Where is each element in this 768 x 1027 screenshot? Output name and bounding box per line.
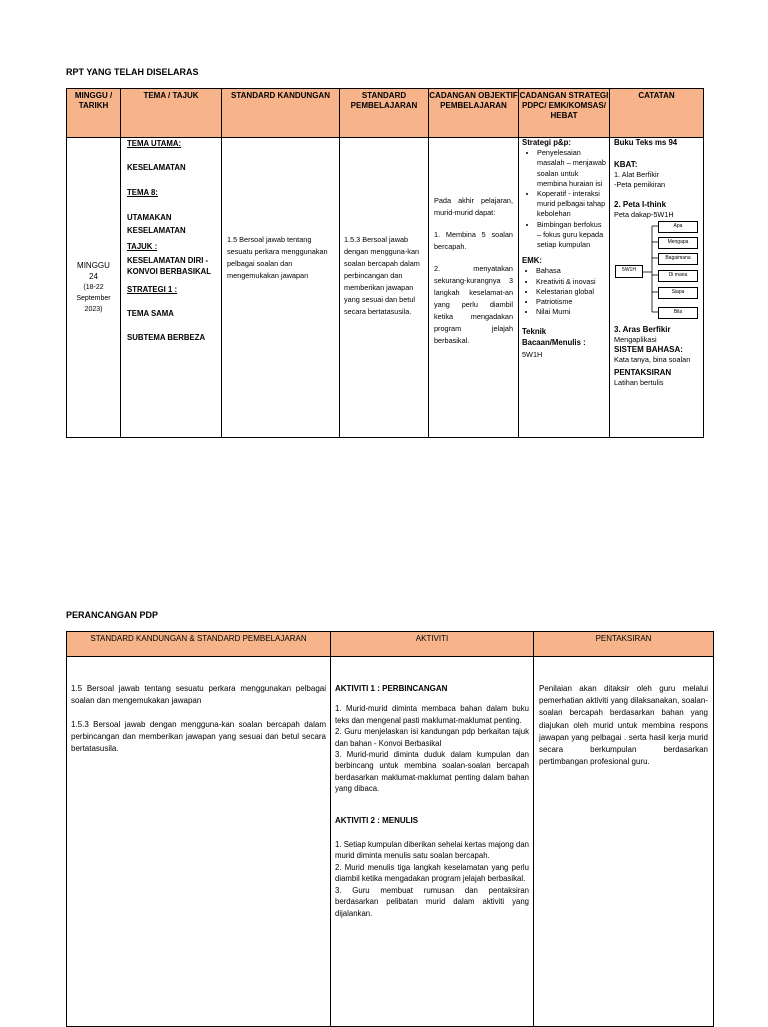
list-item: • Patriotisme	[536, 297, 606, 307]
sk-text: 1.5 Bersoal jawab tentang sesuatu perkara menggunakan pelbagai soalan dan mengemukakan jawapan	[71, 684, 326, 705]
mind-map	[614, 220, 700, 322]
week-date: (18-22 September 2023)	[76, 284, 111, 313]
standard-pembelajaran-text: 1.5.3 Bersoal jawab dengan mengguna-kan soalan bercapah dalam perbincangan dan memberikan jawapan yang sesuai dan betul secara bertatasusila.	[344, 235, 420, 316]
tema8-label: TEMA 8:	[127, 188, 158, 197]
emk-list	[522, 266, 606, 317]
peta-label: 2. Peta I-think	[614, 200, 667, 209]
kbat-line-1: 1. Alat Berfikir	[614, 170, 660, 179]
aras-value: Mengaplikasi	[614, 335, 657, 344]
header-strategi: CADANGAN STRATEGI PDPC/ EMK/KOMSAS/ HEBAT	[519, 89, 610, 138]
cell-aktiviti	[331, 657, 534, 1027]
mind-branch: Mengapa	[658, 237, 698, 249]
tajuk-value: KESELAMATAN DIRI - KONVOI BERBASIKAL	[127, 256, 212, 276]
header-minggu: MINGGU / TARIKH	[67, 89, 121, 138]
objektif-intro: Pada akhir pelajaran, murid-murid dapat:	[434, 196, 513, 217]
section2-title: PERANCANGAN PDP	[66, 610, 159, 620]
aras-label: 3. Aras Berfikir	[614, 325, 671, 334]
sistem-bahasa-value: Kata tanya, bina soalan	[614, 355, 691, 364]
tajuk-label: TAJUK :	[127, 242, 158, 251]
strategi-list	[522, 148, 606, 250]
list-item: • Koperatif - interaksi murid pelbagai tahap kebolehan	[537, 189, 606, 220]
list-item: • Kelestarian global	[536, 287, 606, 297]
list-item: • Penyelesaian masalah – menjawab soalan untuk membina huraian isi	[537, 148, 606, 189]
header-tema: TEMA / TAJUK	[121, 89, 222, 138]
aktiviti2-item: 2. Murid menulis tiga langkah keselamatan yang perlu diambil ketika mengadakan program jelajah berbasikal.	[335, 862, 529, 884]
objektif-item-1: 1. Membina 5 soalan bercapah.	[434, 230, 513, 251]
tema-utama-label: TEMA UTAMA:	[127, 139, 182, 148]
cell-minggu	[67, 138, 121, 438]
mind-center: 5W1H	[615, 265, 643, 278]
aktiviti1-item: 1. Murid-murid diminta membaca bahan dalam buku teks dan mengenal pasti maklumat-maklumat penting.	[335, 704, 529, 725]
list-item: • Bahasa	[536, 266, 606, 276]
kbat-line-2: -Peta pemikiran	[614, 180, 666, 189]
list-item: • Nilai Murni	[536, 307, 606, 317]
aktiviti1-item: 2. Guru menjelaskan isi kandungan pdp berkaitan tajuk dan bahan - Konvoi Berbasikal	[335, 727, 529, 748]
doc-title: RPT YANG TELAH DISELARAS	[66, 67, 199, 77]
strategi-value: TEMA SAMA	[127, 309, 174, 318]
strategi-label: STRATEGI 1 :	[127, 285, 178, 294]
sp-text: 1.5.3 Bersoal jawab dengan mengguna-kan soalan bercapah dalam perbincangan dan memberikan jawapan yang sesuai dan betul secara bertatasusila.	[71, 720, 326, 753]
aktiviti2-item: 3. Guru membuat rumusan dan pentaksiran berdasarkan pelibatan murid dalam aktiviti yang dijalankan.	[335, 885, 529, 918]
mind-branch: Apa	[658, 221, 698, 233]
mind-branch: Siapa	[658, 287, 698, 299]
peta-value: Peta dakap-5W1H	[614, 210, 674, 219]
standard-kandungan-text: 1.5 Bersoal jawab tentang sesuatu perkara menggunakan pelbagai soalan dan mengemukakan jawapan	[227, 235, 328, 280]
rpt-table	[66, 88, 704, 438]
list-item: • Kreativiti & inovasi	[536, 277, 606, 287]
pdp-table	[66, 631, 714, 1027]
list-item: • Bimbingan berfokus – fokus guru kepada setiap kumpulan	[537, 220, 606, 251]
cell-sk-sp	[67, 657, 331, 1027]
mind-branch: Bagaimana	[658, 253, 698, 265]
objektif-item-2: 2. menyatakan sekurang-kurangnya 3 langkah keselamat-an yang perlu diambil ketika mengadakan program jelajah berbasikal.	[434, 264, 513, 345]
kbat-label: KBAT:	[614, 160, 638, 169]
cell-catatan	[610, 138, 704, 438]
header-objektif: CADANGAN OBJEKTIF PEMBELAJARAN	[429, 89, 519, 138]
cell-strategi	[519, 138, 610, 438]
subtema: SUBTEMA BERBEZA	[127, 333, 206, 342]
cell-objektif	[429, 138, 519, 438]
aktiviti2-item: 1. Setiap kumpulan diberikan sehelai kertas majong dan murid diminta menulis satu soalan bercapah.	[335, 840, 529, 861]
pentaksiran-value: Latihan bertulis	[614, 378, 664, 387]
sistem-bahasa-label: SISTEM BAHASA:	[614, 345, 683, 354]
week-label: MINGGU 24	[77, 261, 110, 281]
cell-pentaksiran	[534, 657, 714, 1027]
header-standard-pembelajaran: STANDARD PEMBELAJARAN	[340, 89, 429, 138]
pentaksiran-label: PENTAKSIRAN	[614, 368, 672, 377]
buku-teks: Buku Teks ms 94	[614, 138, 678, 147]
tema-utama-value: KESELAMATAN	[127, 163, 186, 172]
cell-standard-pembelajaran	[340, 138, 429, 438]
tema8-value: UTAMAKAN KESELAMATAN	[127, 213, 186, 235]
header-standard-kandungan: STANDARD KANDUNGAN	[222, 89, 340, 138]
header-sk-sp: STANDARD KANDUNGAN & STANDARD PEMBELAJARAN	[67, 632, 331, 657]
teknik-label: Teknik Bacaan/Menulis :	[522, 327, 586, 347]
strategi-pp-label: Strategi p&p:	[522, 138, 571, 147]
pentaksiran-text: Penilaian akan ditaksir oleh guru melalui pemerhatian aktiviti yang dilaksanakan, soalan-soalan bercapah berdasarkan bahan yang diajukan oleh murid untuk membina respons jawapan yang pelbagai . serta hasil kerja murid secara berkumpulan berdasarkan pertimbangan profesional guru.	[539, 684, 708, 767]
cell-tema	[121, 138, 222, 438]
emk-label: EMK:	[522, 256, 542, 266]
header-catatan: CATATAN	[610, 89, 704, 138]
header-pentaksiran: PENTAKSIRAN	[534, 632, 714, 657]
header-aktiviti: AKTIVITI	[331, 632, 534, 657]
mind-branch: Bila	[658, 307, 698, 319]
teknik-value: 5W1H	[522, 349, 543, 359]
aktiviti2-title: AKTIVITI 2 : MENULIS	[335, 815, 419, 825]
aktiviti1-item: 3. Murid-murid diminta duduk dalam kumpulan dan berbincang untuk membina soalan-soalan bercapah berdasarkan maklumat-maklumat penting dalam bahan yang dibaca.	[335, 750, 529, 794]
cell-standard-kandungan	[222, 138, 340, 438]
mind-branch: Di mana	[658, 270, 698, 282]
aktiviti1-title: AKTIVITI 1 : PERBINCANGAN	[335, 684, 448, 693]
